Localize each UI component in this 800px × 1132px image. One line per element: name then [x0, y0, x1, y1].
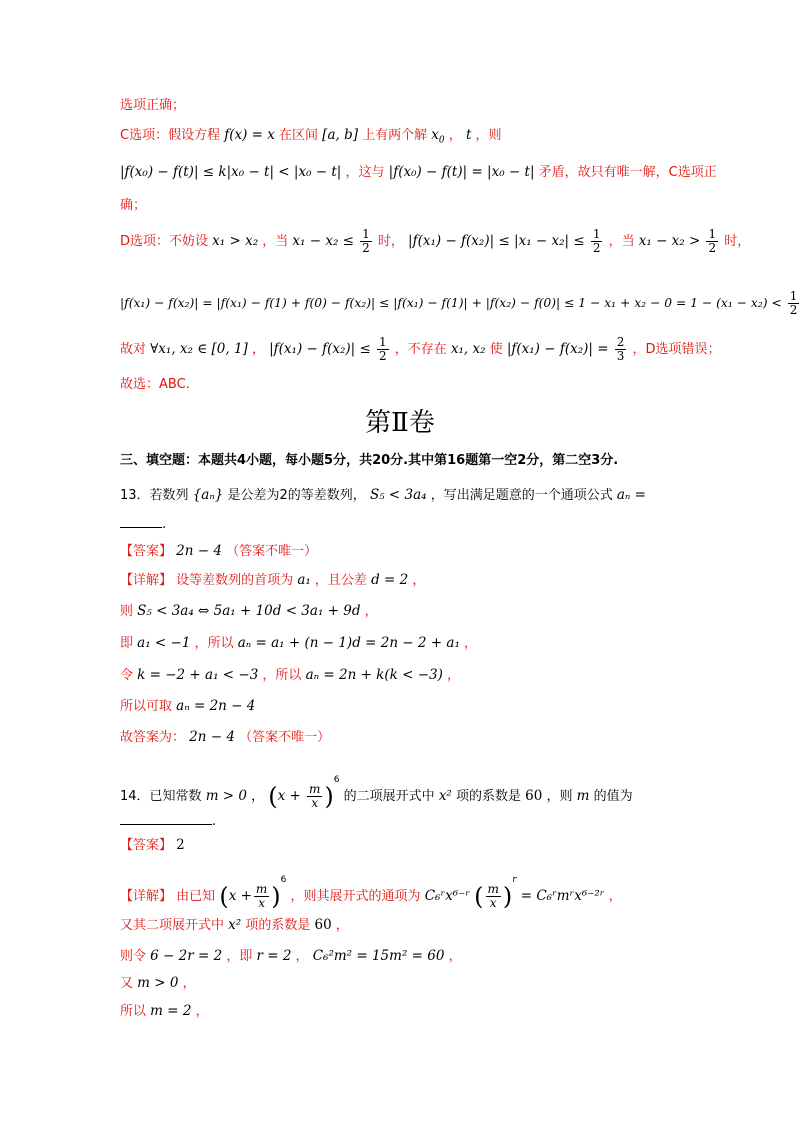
text: ，所以 [262, 668, 302, 683]
text: 的值为 [593, 789, 633, 804]
text: ， [251, 342, 265, 357]
math: C₆²m² = 15m² = 60 [312, 948, 445, 964]
section-heading [120, 451, 618, 471]
text: 由已知 [176, 889, 216, 904]
text: 故答案为： [120, 730, 186, 745]
text: ，D选项错误； [632, 342, 721, 357]
explain-13-line [120, 665, 460, 686]
text: 项的系数是 [455, 789, 521, 804]
answer-tag: 【答案】 [120, 838, 173, 853]
math: |f(x₁) − f(x₂)| ≤ [269, 341, 371, 357]
math: x₁, x₂ [450, 341, 486, 357]
text: ，且公差 [314, 573, 367, 588]
text: 故对 [120, 342, 147, 357]
text: 故选：ABC. [120, 377, 190, 392]
math: 2n − 4 [176, 543, 222, 559]
explain-13-line [120, 633, 477, 654]
math: m = 2 [150, 1003, 192, 1019]
answer-14 [120, 835, 185, 856]
text: ， [364, 604, 378, 619]
question-14: 14．已知常数 m > 0 ， (x + $\frac{m}{x}$ )$^6$ 的二项展开式中 x² 项的系数是 60 ，则 m 的值为 [120, 775, 633, 811]
math: [a, b] [322, 127, 358, 143]
math: r = 2 [256, 948, 292, 964]
text: ，即 [226, 949, 253, 964]
text: 则令 [120, 949, 147, 964]
math: x₁ > x₂ [212, 233, 259, 249]
text: 时， [377, 234, 404, 249]
math: aₙ = 2n + k(k < −3) [305, 667, 443, 683]
answer-blank [120, 513, 162, 528]
text: 又其二项展开式中 [120, 918, 225, 933]
fraction: $\frac{m}{x}$ [487, 882, 499, 910]
explain-tag: 【详解】 [120, 889, 173, 904]
section-title: 第Ⅱ卷 [365, 408, 435, 438]
text: ， [195, 1004, 209, 1019]
text-line [120, 375, 190, 395]
option-c-line: C选项：假设方程 f(x) = x 在区间 [a, b] 上有两个解 $x_0$ ， t ，则 [120, 127, 502, 146]
text: （答案不唯一） [226, 544, 318, 559]
math: |f(x₁) − f(x₂)| ≤ |x₁ − x₂| ≤ [408, 233, 585, 249]
text: 使 [489, 342, 503, 357]
math: aₙ = a₁ + (n − 1)d = 2n − 2 + a₁ [237, 635, 460, 651]
explain-13-line [120, 727, 330, 748]
explain-14-line [120, 1001, 209, 1022]
text-line [120, 336, 721, 363]
math: a₁ [297, 572, 311, 588]
text: ，这与 [345, 165, 385, 180]
math-line [120, 290, 800, 317]
fraction: $\frac{1}{2}$ [592, 227, 601, 255]
math: 6 − 2r = 2 [150, 948, 223, 964]
math: x₁ − x₂ ≤ [292, 233, 354, 249]
fraction: $\frac{1}{2}$ [378, 335, 387, 363]
answer-blank-line [120, 513, 166, 535]
math: k = −2 + a₁ < −3 [137, 667, 259, 683]
explain-14-line [120, 915, 349, 936]
answer-13 [120, 541, 317, 562]
explain-13-line [120, 601, 378, 622]
text: ，不存在 [394, 342, 447, 357]
fraction: $\frac{2}{3}$ [616, 335, 625, 363]
math: t [465, 127, 472, 143]
math: {aₙ} [192, 487, 224, 503]
text: 矛盾，故只有唯一解，C选项正 [538, 165, 717, 180]
answer-tag: 【答案】 [120, 544, 173, 559]
math: 2n − 4 [189, 729, 235, 745]
text: 14．已知常数 [120, 789, 202, 804]
math: |f(x₀) − f(t)| = |x₀ − t| [388, 164, 535, 180]
text: ， [448, 949, 462, 964]
text: ， [608, 889, 622, 904]
fraction: $\frac{m}{x}$ [309, 782, 321, 810]
fraction: $\frac{1}{2}$ [708, 227, 717, 255]
math: a₁ < −1 [137, 635, 191, 651]
math: S₅ < 3a₄ [369, 487, 427, 503]
math: x₁ − x₂ > [638, 233, 701, 249]
text: ， [464, 636, 478, 651]
math: m > 0 [205, 788, 247, 804]
math: |f(x₀) − f(t)| ≤ k|x₀ − t| < |x₀ − t| [120, 164, 342, 180]
answer-blank [120, 810, 212, 825]
text: 又 [120, 976, 134, 991]
math: x [431, 127, 439, 143]
fraction: $\frac{1}{2}$ [362, 227, 370, 255]
option-d-line [120, 228, 750, 255]
math: ∀x₁, x₂ ∈ [0, 1] [150, 341, 248, 357]
text: 上有两个解 [362, 128, 428, 143]
math: x + [277, 788, 301, 804]
math: x + [228, 888, 252, 904]
text: 项的系数是 [245, 918, 311, 933]
text: 所以 [120, 1004, 147, 1019]
math: C₆ʳx⁶⁻ʳ [424, 888, 470, 904]
text: ， [182, 976, 196, 991]
math: 60 [314, 917, 332, 933]
explain-13-line [120, 570, 425, 591]
math: 60 [525, 788, 543, 804]
text: 即 [120, 636, 134, 651]
text: C选项：假设方程 [120, 128, 221, 143]
text: 则 [120, 604, 134, 619]
exponent: 6 [333, 775, 340, 785]
text: ， [251, 789, 265, 804]
text: 选项正确； [120, 98, 186, 113]
text: 令 [120, 668, 134, 683]
text: . [162, 517, 167, 532]
text: ， [295, 949, 309, 964]
text: 三、填空题：本题共4小题，每小题5分，共20分.其中第16题第一空2分，第二空3分. [120, 453, 619, 468]
text: ， [335, 918, 349, 933]
text: 在区间 [279, 128, 319, 143]
text: ，写出满足题意的一个通项公式 [430, 488, 613, 503]
fraction: $\frac{m}{x}$ [255, 882, 268, 910]
math: m > 0 [137, 975, 179, 991]
text: . [212, 814, 217, 829]
math: aₙ = 2n − 4 [176, 698, 256, 714]
text-line [120, 162, 717, 183]
fraction: $\frac{1}{2}$ [789, 289, 798, 317]
text: ，当 [262, 234, 289, 249]
text: ， [447, 668, 461, 683]
text: ，所以 [194, 636, 234, 651]
text-line [120, 196, 146, 216]
text: 的二项展开式中 [343, 789, 435, 804]
text: ，则 [475, 128, 502, 143]
text: 13．若数列 [120, 488, 189, 503]
answer-blank-line [120, 810, 216, 832]
math: |f(x₁) − f(x₂)| = |f(x₁) − f(1) + f(0) − f(x₂)| ≤ |f(x₁) − f(1)| + |f(x₂) − f(0)| ≤ 1 − x₁ + x₂ − 0 = 1 − (x₁ − x₂) < [120, 296, 782, 310]
exponent: r [512, 875, 517, 885]
text: D选项：不妨设 [120, 234, 209, 249]
text: ，则其展开式的通项为 [290, 889, 421, 904]
math: d = 2 [371, 572, 409, 588]
text: ， [412, 573, 426, 588]
text: ，当 [608, 234, 635, 249]
math: m [576, 788, 590, 804]
math: x² [438, 788, 452, 804]
math: |f(x₁) − f(x₂)| = [506, 341, 609, 357]
math: aₙ = [616, 487, 646, 503]
explain-tag: 【详解】 [120, 573, 173, 588]
math: f(x) = x [224, 127, 275, 143]
text: 设等差数列的首项为 [176, 573, 294, 588]
explain-14-line [120, 973, 196, 994]
math: x² [228, 917, 242, 933]
explain-13-line [120, 696, 255, 717]
math: S₅ < 3a₄ ⇔ 5a₁ + 10d < 3a₁ + 9d [137, 603, 361, 619]
text: 是公差为2的等差数列， [227, 488, 366, 503]
explain-14-line: 【详解】 由已知 (x + $\frac{m}{x}$ )$^6$ ，则其展开式的通项为 C₆ʳx⁶⁻ʳ ( $\frac{m}{x}$ )$^r$ = C₆ʳmʳx⁶⁻²ʳ ， [120, 875, 622, 911]
exponent: 6 [280, 875, 287, 885]
text: 时， [724, 234, 751, 249]
question-13 [120, 485, 646, 506]
text: 所以可取 [120, 699, 173, 714]
text: ，则 [546, 789, 573, 804]
math: 2 [176, 837, 185, 853]
text: 确； [120, 198, 147, 213]
explain-14-line [120, 946, 462, 967]
text: （答案不唯一） [239, 730, 331, 745]
text-line [120, 96, 185, 116]
math: = C₆ʳmʳx⁶⁻²ʳ [520, 888, 605, 904]
